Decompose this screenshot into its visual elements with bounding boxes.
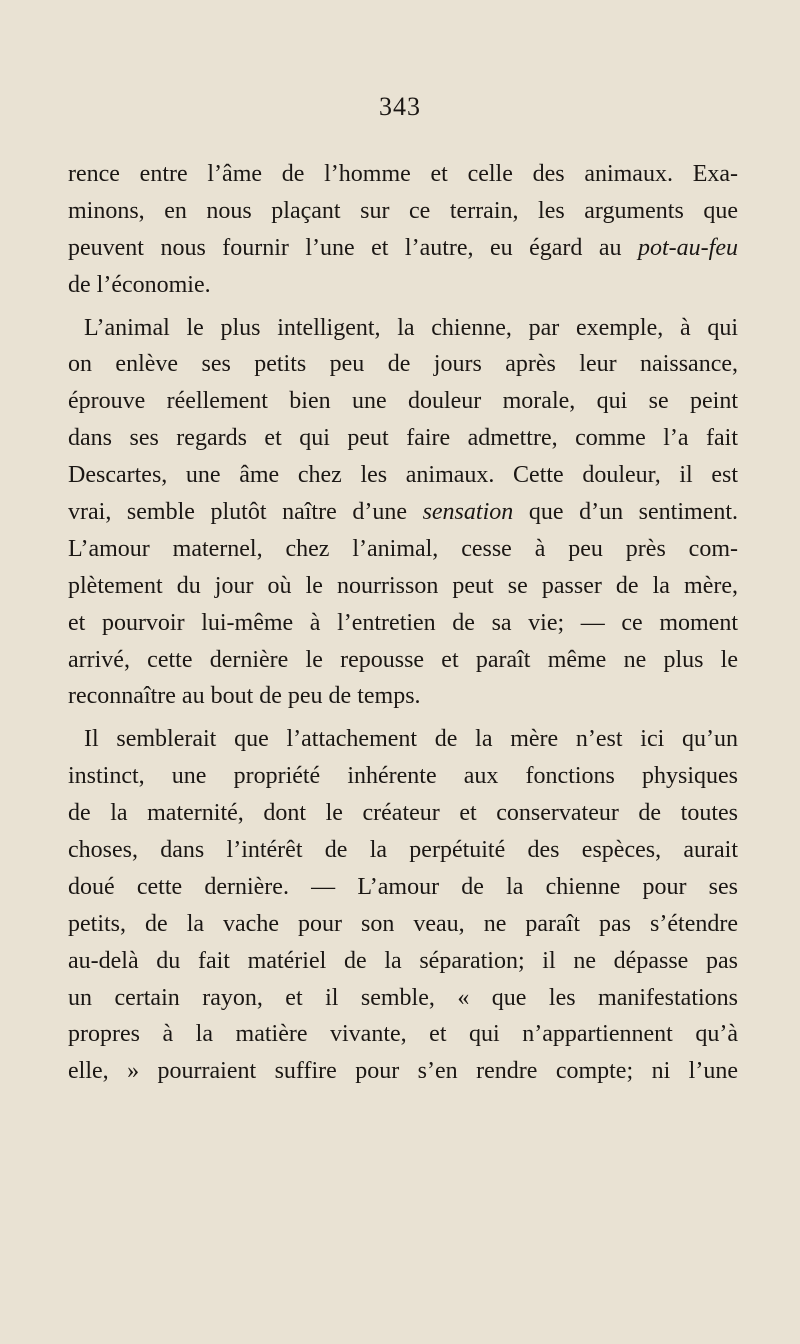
- text-line: Il semblerait que l’attachement de la mère n’est ici qu’un: [84, 726, 738, 753]
- text-line: dans ses regards et qui peut faire admettre, comme l’a fait: [68, 425, 738, 452]
- text-line: minons, en nous plaçant sur ce terrain, les arguments que: [68, 197, 738, 224]
- text-line: vrai, semble plutôt naître d’une sensation que d’un sentiment.: [68, 499, 738, 526]
- text-line: arrivé, cette dernière le repousse et paraît même ne plus le: [68, 646, 738, 673]
- text-line: peuvent nous fournir l’une et l’autre, eu égard au pot-au-feu: [68, 234, 738, 261]
- text-line: éprouve réellement bien une douleur morale, qui se peint: [68, 388, 738, 415]
- main-text: [68, 156, 738, 1090]
- text-line: Descartes, une âme chez les animaux. Cette douleur, il est: [68, 462, 738, 489]
- text-line: instinct, une propriété inhérente aux fonctions physiques: [68, 763, 738, 790]
- text-line: de la maternité, dont le créateur et conservateur de toutes: [68, 800, 738, 827]
- page-number: 343: [379, 92, 421, 121]
- text-line: un certain rayon, et il semble, « que les manifestations: [68, 984, 738, 1011]
- text-line: propres à la matière vivante, et qui n’appartiennent qu’à: [68, 1021, 738, 1048]
- text-line: L’animal le plus intelligent, la chienne, par exemple, à qui: [84, 314, 738, 341]
- paragraph-3: [68, 721, 738, 1090]
- text-line: L’amour maternel, chez l’animal, cesse à peu près com-: [68, 535, 738, 562]
- text-line: reconnaître au bout de peu de temps.: [68, 683, 421, 710]
- text-line: et pourvoir lui-même à l’entretien de sa vie; — ce moment: [68, 609, 738, 636]
- text-line: elle, » pourraient suffire pour s’en rendre compte; ni l’une: [68, 1058, 738, 1085]
- paragraph-1: [68, 156, 738, 304]
- text-line: de l’économie.: [68, 271, 211, 298]
- text-line: choses, dans l’intérêt de la perpétuité des espèces, aurait: [68, 837, 738, 864]
- text-line: petits, de la vache pour son veau, ne paraît pas s’étendre: [68, 910, 738, 937]
- text-line: rence entre l’âme de l’homme et celle des animaux. Exa-: [68, 161, 738, 187]
- text-line: plètement du jour où le nourrisson peut se passer de la mère,: [68, 572, 738, 599]
- text-line: on enlève ses petits peu de jours après leur naissance,: [68, 351, 738, 378]
- paragraph-2: [68, 310, 738, 716]
- italic-term-sensation: sensation: [422, 499, 514, 526]
- italic-term-pot-au-feu: pot-au-feu: [638, 234, 738, 261]
- text-line: doué cette dernière. — L’amour de la chienne pour ses: [68, 873, 738, 900]
- text-line: au-delà du fait matériel de la séparation; il ne dépasse pas: [68, 947, 738, 974]
